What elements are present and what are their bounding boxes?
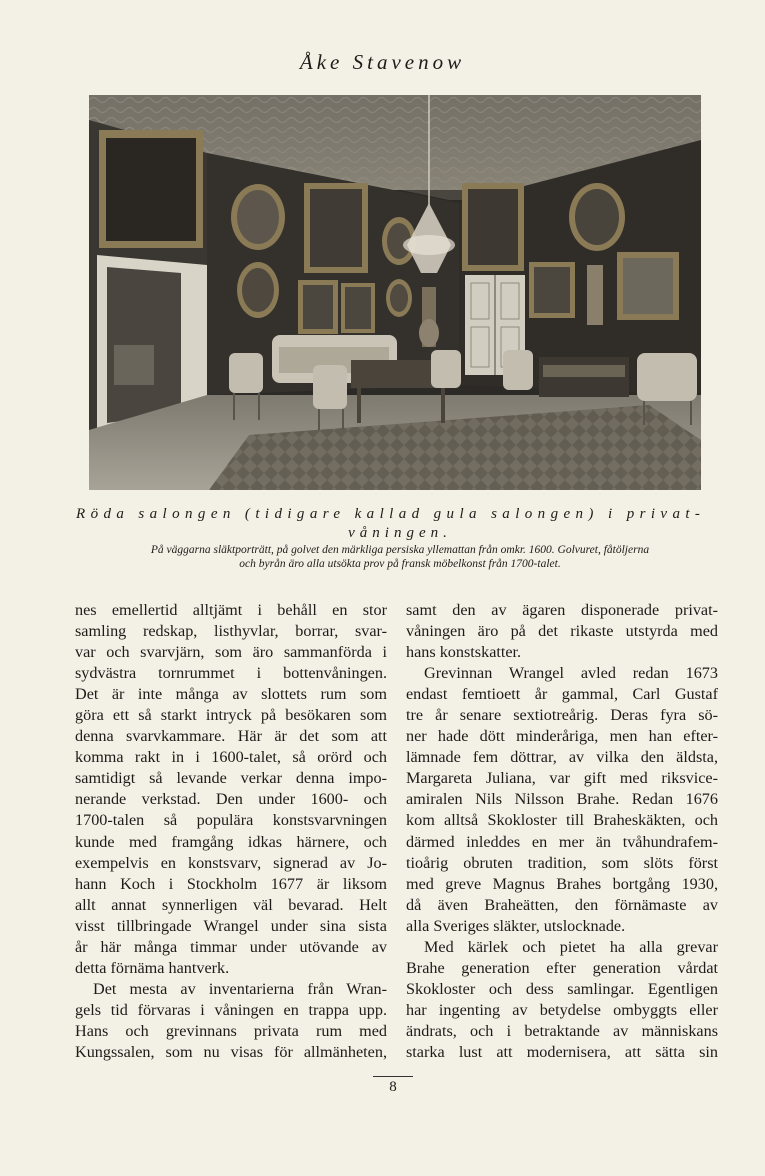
text-line: var och svarvjärn, som äro sammanförda i (75, 643, 387, 662)
folio-rule (373, 1076, 413, 1077)
text-line: exempelvis en konstsvarv, signerad av Jo- (75, 853, 387, 872)
text-line: Margareta Juliana, var gift med riksvice- (406, 769, 718, 788)
caption-title-line1: Röda salongen (tidigare kallad gula salongen) i privat- (76, 506, 706, 522)
text-line: hans konstskatter. (406, 643, 522, 662)
text-line: komma rakt in i 1600-talet, så orörd och (75, 748, 387, 767)
text-line: nes emellertid alltjämt i behåll en stor (75, 601, 387, 619)
page-number: 8 (389, 1079, 397, 1095)
text-line: därmed inleddes en mer än tvåhundrafem- (406, 832, 718, 851)
text-line: våningen äro på det rikaste utstyrda med (406, 622, 718, 641)
caption-desc-line2: och byrån äro alla utsökta prov på fransk möbelkonst från 1700-talet. (239, 558, 561, 570)
text-line: tioårig obruten tradition, som slöts först (406, 853, 718, 872)
text-line: visst tillbringade Wrangel under sina sista (75, 916, 387, 935)
text-line: endast femtioett år gammal, Carl Gustaf (406, 685, 718, 704)
text-column-left (75, 600, 387, 1063)
running-head: Åke Stavenow (299, 50, 466, 74)
text-line: samling redskap, listhyvlar, borrar, svar- (75, 622, 387, 641)
text-line: samt den av ägaren disponerade privat- (406, 601, 718, 619)
text-line: denna svarvkammare. Här är det som att (75, 727, 387, 746)
text-line: gels tid förvaras i våningen en trappa upp. (75, 1000, 387, 1019)
text-line: detta förnäma hantverk. (75, 958, 230, 977)
text-column-right (406, 600, 718, 1063)
caption-title (76, 505, 724, 543)
text-line: år här många timmar under utövande av (75, 937, 387, 956)
text-line: ner hade dött minderåriga, men han efter- (406, 727, 718, 746)
text-line: göra ett så starkt intryck på besökaren som (75, 706, 387, 725)
text-line: Skokloster och dess samlingar. Egentligen (406, 979, 718, 998)
caption-title-line2: våningen. (348, 525, 452, 541)
text-line: kom alltså Skokloster till Braheskäkten, och (406, 811, 718, 830)
text-line: kunde med framgång idkas härnere, och (75, 832, 387, 851)
text-line: Med kärlek och pietet ha alla grevar (424, 937, 718, 956)
text-line: lämnade fem döttrar, av vilka den äldsta, (406, 748, 718, 767)
text-line: Det mesta av inventarierna från Wran- (93, 979, 387, 998)
text-line: sydvästra tornrummet i bottenvåningen. (75, 664, 387, 683)
text-line: samtidigt så levande verkar denna impo- (75, 769, 387, 788)
text-line: nerande verkstad. Den under 1600- och (75, 790, 387, 809)
photo-illustration (89, 95, 701, 490)
text-line: amiralen Nils Nilsson Brahe. Redan 1676 (406, 790, 718, 809)
text-line: alla Sveriges släkter, utslocknade. (406, 916, 626, 935)
text-line: med greve Magnus Brahes bortgång 1930, (406, 874, 718, 893)
text-line: hann Koch i Stockholm 1677 är liksom (75, 874, 387, 893)
text-line: ändrats, och i betraktande av människans (406, 1021, 718, 1040)
text-line: Brahe generation efter generation vårdat (406, 958, 718, 977)
text-line: starka lust att modernisera, att sätta sin (406, 1042, 718, 1061)
text-line: 1700-talen så populära konstsvarvningen (75, 811, 387, 830)
text-line: Grevinnan Wrangel avled redan 1673 (424, 664, 718, 683)
text-line: har ingenting av betydelse ombyggts eller (406, 1000, 718, 1019)
text-line: Kungssalen, som nu visas för allmänheten, (75, 1042, 387, 1061)
text-line: Hans och grevinnans privata rum med (75, 1021, 387, 1040)
room-photograph (89, 95, 701, 490)
text-line: tre år senare sextiotreårig. Deras fyra sö- (406, 706, 718, 725)
caption-description (76, 543, 724, 571)
text-line: Det är inte många av slottets rum som (75, 685, 387, 704)
text-line: allt annat synnerligen väl bevarad. Helt (75, 895, 387, 914)
text-line: då även Braheätten, den förnämaste av (406, 895, 718, 914)
caption-desc-line1: På väggarna släktporträtt, på golvet den märkliga persiska yllemattan från omkr. 1600. Golvuret, fåtöljerna (150, 544, 650, 556)
